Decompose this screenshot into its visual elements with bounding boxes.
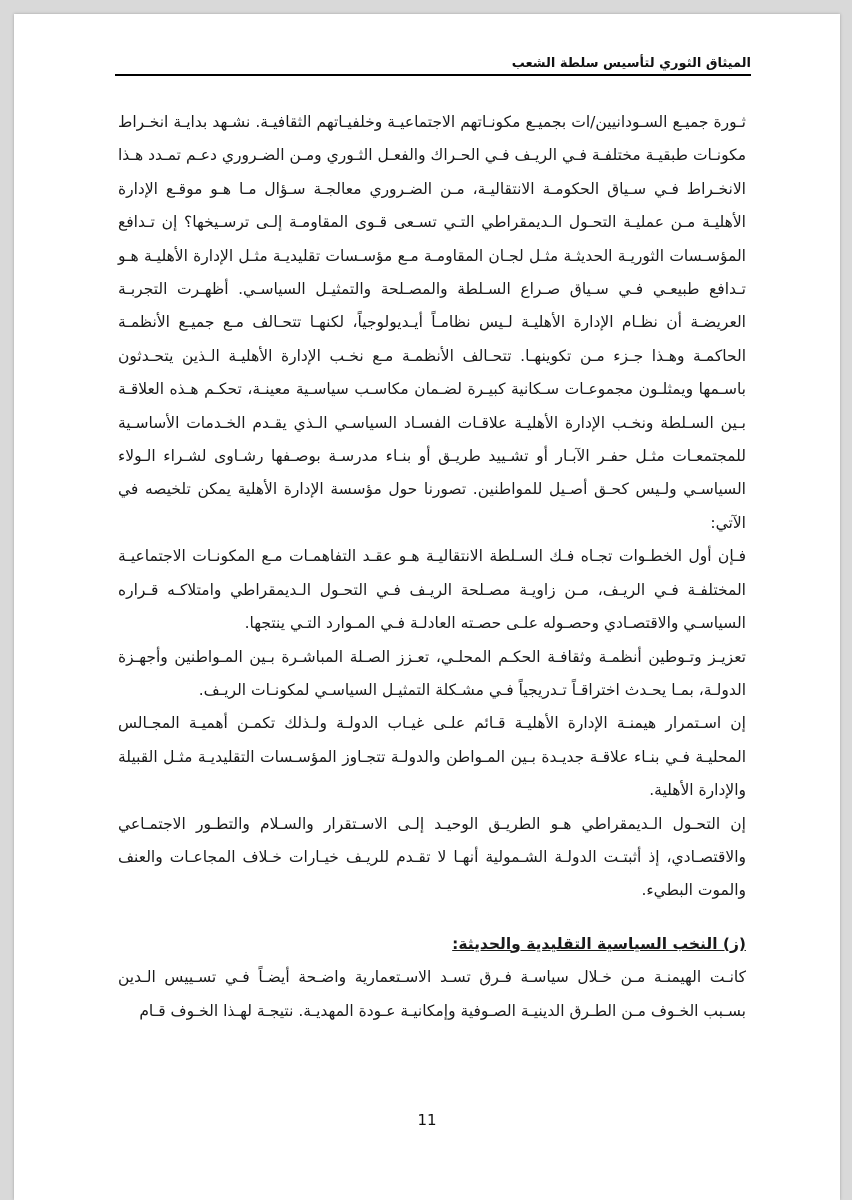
paragraph-6: كانـت الهيمنـة مـن خـلال سياسـة فـرق تسـد الاسـتعمارية واضـحة أيضـاً فـي تسـييس الـدين بسـبب الخـوف مـن الطـرق الدينيـة الصـوفية وإمكانيـة عـودة المهديـة. نتيجـة لهـذا الخـوف قـام bbox=[118, 968, 746, 1020]
paragraph-1: ثـورة جميـع السـودانيين/ات بجميـع مكونـاتهم الاجتماعيـة وخلفيـاتهم الثقافيـة. نشـهد بدايـة انخـراط مكونـات طبقيـة مختلفـة فـي الريـف فـي الحـراك والفعـل الثـوري ومـن الضـروري دعـم تمـدد هـذا الانخـراط فـي سـياق الحكومـة الانتقاليـة، مـن الضـروري معالجـة سـؤال مـا هـو موقـع الإدارة الأهليـة مـن عمليـة التحـول الـديمقراطي التـي تسـعى قـوى المقاومـة إلـى ترسـيخها؟ إن تـدافع المؤسـسات الثوريـة الحديثـة مثـل لجـان المقاومـة مـع مؤسـسات تقليديـة مثـل الإدارة الأهليـة هـو تـدافع طبيعـي فـي سـياق صـراع السـلطة والمصـلحة والتمثيـل السياسـي. أظهـرت التجربـة العريضـة أن نظـام الإدارة الأهليـة لـيس نظامـاً أيـديولوجياً، لكنهـا تتحـالف مـع جميـع الأنظمـة الحاكمـة وهـذا جـزء مـن تكوينهـا. تتحـالف الأنظمـة مـع نخـب الإدارة الأهليـة الـذين يتحـدثون باسـمها ويمثلـون مجموعـات سـكانية كبيـرة لضـمان مكاسـب سياسـية معينـة، تحكـم هـذه العلاقـة بـين السـلطة ونخـب الإدارة الأهليـة علاقـات الفسـاد السياسـي الـذي يقـدم الخـدمات الأساسـية للمجتمعـات مثـل حفـر الآبـار أو تشـييد طريـق أو بنـاء مدرسـة بوصـفها رشـاوى لشـراء الـولاء السياسـي ولـيس كحـق أصـيل للمواطنين. تصورنا حول مؤسسة الإدارة الأهلية يمكن تلخيصه في الآتي: bbox=[118, 113, 746, 532]
paragraph-5: إن التحـول الـديمقراطي هـو الطريـق الوحيـد إلـى الاسـتقرار والسـلام والتطـور الاجتمـاعي والاقتصـادي، إذ أثبتـت الدولـة الشـمولية أنهـا لا تقـدم للريـف خيـارات خـلاف المجاعـات والعنف والموت البطيء. bbox=[118, 814, 746, 900]
header-divider bbox=[115, 74, 751, 76]
document-page bbox=[14, 14, 840, 1200]
page-number: 11 bbox=[417, 1111, 437, 1129]
document-body bbox=[118, 106, 746, 1028]
section-heading: (ز) النخب السياسية التقليدية والحديثة: bbox=[452, 934, 746, 953]
running-header: الميثاق الثوري لتأسيس سلطة الشعب bbox=[511, 56, 751, 71]
paragraph-4: إن اسـتمرار هيمنـة الإدارة الأهليـة قـائم علـى غيـاب الدولـة ولـذلك تكمـن أهميـة المجـالس المحليـة فـي بنـاء علاقـة جديـدة بـين المـواطن والدولـة تتجـاوز المؤسـسات التقليديـة مثـل القبيلة والإدارة الأهلية. bbox=[118, 714, 746, 800]
paragraph-2: فـإن أول الخطـوات تجـاه فـك السـلطة الانتقاليـة هـو عقـد التفاهمـات مـع المكونـات الاجتماعيـة المختلفـة فـي الريـف، مـن زاويـة مصـلحة الريـف فـي التحـول الـديمقراطي وامتلاكـه قـراره السياسـي والاقتصـادي وحصـوله علـى حصـته العادلـة فـي المـوارد التـي ينتجها. bbox=[118, 547, 746, 633]
paragraph-3: تعزيـز وتـوطين أنظمـة وثقافـة الحكـم المحلـي، تعـزز الصـلة المباشـرة بـين المـواطنين وأجهـزة الدولـة، بمـا يحـدث اختراقـاً تـدريجياً فـي مشـكلة التمثيـل السياسـي لمكونـات الريـف. bbox=[118, 647, 746, 699]
